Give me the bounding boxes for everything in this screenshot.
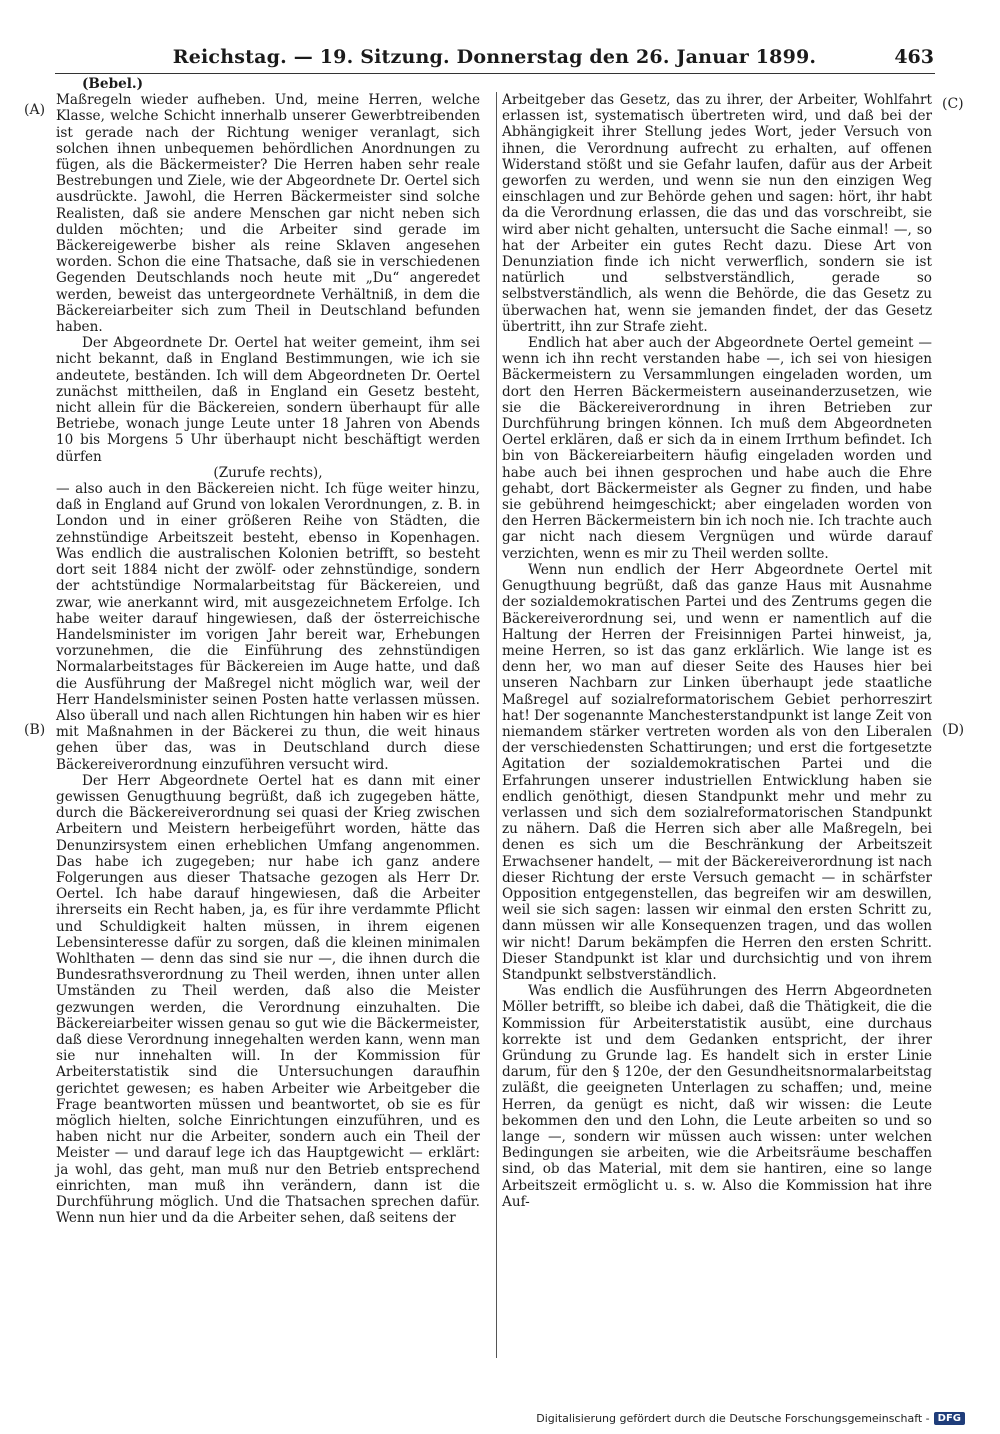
right-column <box>502 92 932 1210</box>
margin-marker-d: (D) <box>942 722 965 738</box>
digitization-footer <box>536 1412 965 1425</box>
left-column <box>56 76 480 1226</box>
paragraph: Wenn nun endlich der Herr Abgeordnete Oertel mit Genugthuung begrüßt, daß das ganze Haus mit Ausnahme der sozialdemokratischen Partei und des Zentrums gegen die Bäckereiverordnung sei, und wenn er namentlich auf die Haltung der Herren der Freisinnigen Partei hinweist, ja, meine Herren, so ist das ganz erklärlich. Wie lange ist es denn her, wo man auf dieser Seite des Hauses hier bei unseren Nachbarn zur Linken überhaupt jede staatliche Maßregel auf sozialreformatorischem Gebiet perhorreszirt hat! Der sogenannte Manchesterstandpunkt ist lange Zeit von niemandem stärker vertreten worden als von den Liberalen der verschiedensten Schattirungen; und erst die fortgesetzte Agitation der sozialdemokratischen Partei und die Erfahrungen unserer industriellen Entwicklung haben sie endlich genöthigt, diesen Standpunkt mehr und mehr zu verlassen und sich dem sozialreformatorischen Standpunkt zu nähern. Daß die Herren sich aber alle Maßregeln, bei denen es sich um die Beschränkung der Arbeitszeit Erwachsener handelt, — mit der Bäckereiverordnung ist nach dieser Richtung der erste Versuch gemacht — in schärfster Opposition entgegenstellen, das begreifen wir am deswillen, weil sie sich sagen: lassen wir einmal den ersten Schritt zu, dann müssen wir alle Konsequenzen tragen, und das wollen wir nicht! Darum bekämpfen die Herren den ersten Schritt. Dieser Standpunkt ist klar und durchsichtig und von ihrem Standpunkt selbstverständlich. <box>502 561 933 983</box>
margin-marker-c: (C) <box>942 96 964 112</box>
paragraph: Endlich hat aber auch der Abgeordnete Oertel gemeint — wenn ich ihn recht verstanden habe —, ich sei von hiesigen Bäckermeistern zu Versammlungen eingeladen worden, um dort den Herren Bäckermeistern auseinanderzusetzen, wie sie die Bäckereiverordnung in ihren Betrieben zur Durchführung bringen können. Ich muß dem Abgeordneten Oertel erklären, daß er sich da in einem Irrthum befindet. Ich bin von Bäckereiarbeitern häufig eingeladen worden und habe auch bei ihnen gesprochen und habe auch die Ehre gehabt, dort Bäckermeister als Gegner zu finden, und habe sie gebührend heimgeschickt; aber eingeladen worden von den Herren Bäckermeistern bin ich noch nie. Ich trachte auch gar nicht nach diesem Vergnügen und würde darauf verzichten, wenn es mir zu Theil werden sollte. <box>502 335 932 562</box>
paragraph: Der Abgeordnete Dr. Oertel hat weiter gemeint, ihm sei nicht bekannt, daß in England Bestimmungen, wie ich sie andeutete, beständen. Ich will dem Abgeordneten Dr. Oertel zunächst mittheilen, daß in England ein Gesetz besteht, nicht allein für die Bäckereien, sondern überhaupt für alle Betriebe, wonach junge Leute unter 18 Jahren von Abends 10 bis Morgens 5 Uhr überhaupt nicht beschäftigt werden dürfen <box>56 335 480 465</box>
margin-marker-b: (B) <box>24 722 46 738</box>
column-divider <box>496 92 497 1358</box>
footer-text: Digitalisierung gefördert durch die Deutsche Forschungsgemeinschaft - <box>536 1412 930 1425</box>
header-rule <box>55 73 935 74</box>
interjection: (Zurufe rechts), <box>213 464 323 481</box>
page-number: 463 <box>894 46 934 68</box>
running-title: Reichstag. — 19. Sitzung. Donnerstag den 26. Januar 1899. <box>172 46 817 68</box>
paragraph: Arbeitgeber das Gesetz, das zu ihrer, der Arbeiter, Wohlfahrt erlassen ist, systematisch übertreten wird, und daß bei der Abhängigkeit ihrer Stellung jedes Wort, jeder Versuch von ihnen, die Verordnung aufrecht zu erhalten, auf offenen Widerstand stößt und sie Gefahr laufen, dafür aus der Arbeit geworfen zu werden, und wenn sie nun den einzigen Weg einschlagen und zur Behörde gehen und sagen: hört, ihr habt da die Verordnung erlassen, die das und das vorschreibt, sie wird aber nicht gehalten, untersucht die Sache einmal! —, so hat der Arbeiter ein gutes Recht dazu. Diese Art von Denunziation finde ich nicht verwerflich, sondern sie ist natürlich und selbstverständlich, gerade so selbstverständlich, als wenn die Behörde, die das Gesetz zu überwachen hat, wenn sie jemanden findet, der das Gesetz übertritt, ihn zur Strafe zieht. <box>502 92 932 335</box>
speaker-name: (Bebel.) <box>82 76 144 92</box>
paragraph: Maßregeln wieder aufheben. Und, meine Herren, welche Klasse, welche Schicht innerhalb unserer Gewerbtreibenden ist gerade nach der Richtung weniger veranlagt, sich solchen ihnen unbequemen behördlichen Anordnungen zu fügen, als die Bäckermeister? Die Herren haben sehr reale Bestrebungen und Ziele, wie der Abgeordnete Dr. Oertel sich ausdrückte. Jawohl, die Herren Bäckermeister sind solche Realisten, daß sie andere Menschen gar nicht neben sich dulden möchten; und die Arbeiter sind gerade im Bäckereigewerbe bisher als reine Sklaven angesehen worden. Schon die eine Thatsache, daß sie in verschiedenen Gegenden Deutschlands noch heute mit „Du“ angeredet werden, beweist das untergeordnete Verhältniß, in dem die Bäckereiarbeiter sich zum Theil in Deutschland befunden haben. <box>56 92 480 336</box>
page-header <box>55 46 934 72</box>
paragraph: — also auch in den Bäckereien nicht. Ich füge weiter hinzu, daß in England auf Grund von lokalen Verordnungen, z. B. in London und in einer größeren Reihe von Städten, die zehnstündige Arbeitszeit besteht, ebenso in Kopenhagen. Was endlich die australischen Kolonien betrifft, so besteht dort seit 1884 nicht der zwölf- oder zehnstündige, sondern der achtstündige Normalarbeitstag für Bäckereien, und zwar, wie anerkannt wird, mit ausgezeichnetem Erfolge. Ich habe weiter darauf hingewiesen, daß der österreichische Handelsminister im vorigen Jahr bereit war, Erhebungen vorzunehmen, die die Einführung des zehnstündigen Normalarbeitstages für Bäckereien im Auge hatte, und daß die Ausführung der Maßregel nicht möglich war, weil der Herr Handelsminister seinen Posten hatte verlassen müssen. Also überall und nach allen Richtungen hin haben wir es hier mit Maßnahmen in der Bäckerei zu thun, die weit hinaus gehen über das, was in Deutschland durch diese Bäckereiverordnung einzuführen versucht wird. <box>56 481 480 773</box>
margin-marker-a: (A) <box>24 102 46 118</box>
dfg-logo: DFG <box>934 1412 965 1425</box>
paragraph: Der Herr Abgeordnete Oertel hat es dann mit einer gewissen Genugthuung begrüßt, daß ich zugegeben hätte, durch die Bäckereiverordnung sei quasi der Krieg zwischen Arbeitern und Meistern herbeigeführt worden, hätte das Denunzirsystem einen erheblichen Umfang angenommen. Das habe ich zugegeben; nur habe ich ganz andere Folgerungen aus dieser Thatsache gezogen als Herr Dr. Oertel. Ich habe darauf hingewiesen, daß die Arbeiter ihrerseits ein Recht haben, ja, es für ihre verdammte Pflicht und Schuldigkeit halten müssen, in ihrem eigenen Lebensinteresse dafür zu sorgen, daß die kleinen minimalen Wohlthaten — denn das sind sie nur —, die ihnen durch die Bundesrathsverordnung zu Theil werden, ihnen unter allen Umständen zu Theil werden, daß also die Meister gezwungen werden, die Verordnung einzuhalten. Die Bäckereiarbeiter wissen genau so gut wie die Bäckermeister, daß diese Verordnung innegehalten werden kann, wenn man sie nur innehalten will. In der Kommission für Arbeiterstatistik sind die Untersuchungen daraufhin gerichtet gewesen; es haben Arbeiter wie Arbeitgeber die Frage beantworten müssen und beantwortet, ob sie es für möglich hielten, solche Einrichtungen einzuführen, und es haben nicht nur die Arbeiter, sondern auch ein Theil der Meister — und darauf lege ich das Hauptgewicht — erklärt: ja wohl, das geht, man muß nur den Betrieb entsprechend einrichten, man muß ihn verändern, dann ist die Durchführung möglich. Und die Thatsachen sprechen dafür. Wenn nun hier und da die Arbeiter sehen, daß seitens der <box>56 772 480 1227</box>
paragraph: Was endlich die Ausführungen des Herrn Abgeordneten Möller betrifft, so bleibe ich dabei, daß die Thätigkeit, die die Kommission für Arbeiterstatistik ausübt, eine durchaus korrekte ist und dem Gedanken entspricht, der ihrer Gründung zu Grunde lag. Es handelt sich in erster Linie darum, für den § 120e, der den Gesundheitsnormalarbeitstag zuläßt, die geeigneten Unterlagen zu schaffen; und, meine Herren, da genügt es nicht, daß wir wissen: die Leute bekommen den und den Lohn, die Leute arbeiten so und so lange —, sondern wir müssen auch wissen: unter welchen Bedingungen sie arbeiten, wie die Arbeitsräume beschaffen sind, ob das Material, mit dem sie hantiren, eine so lange Arbeitszeit ermöglicht u. s. w. Also die Kommission hat ihre Auf- <box>502 983 932 1210</box>
